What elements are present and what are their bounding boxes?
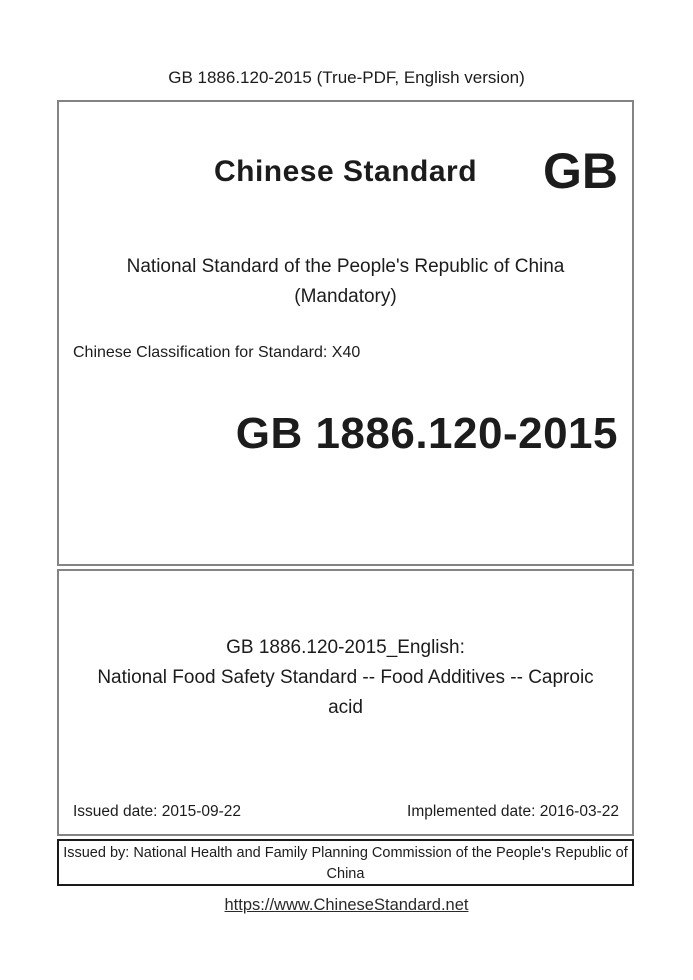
dates-row xyxy=(59,801,632,823)
document-footer xyxy=(0,894,693,916)
document-header-line: GB 1886.120-2015 (True-PDF, English version) xyxy=(168,68,525,87)
issued-date: Issued date: 2015-09-22 xyxy=(73,803,242,820)
national-standard-subtitle xyxy=(59,252,632,312)
gb-logo: GB xyxy=(543,143,618,199)
cover-main-box xyxy=(57,100,634,566)
brand-title: Chinese Standard xyxy=(213,155,478,188)
implemented-date: Implemented date: 2016-03-22 xyxy=(407,803,619,820)
cover-title-row xyxy=(59,142,632,202)
english-title-block xyxy=(59,633,632,723)
standard-number: GB 1886.120-2015 xyxy=(235,409,618,458)
english-title-box xyxy=(57,569,634,836)
website-link[interactable]: https://www.ChineseStandard.net xyxy=(224,896,469,914)
national-standard-line: National Standard of the People's Republic of China xyxy=(126,256,565,277)
english-title-line-3: acid xyxy=(328,697,363,718)
classification-line: Chinese Classification for Standard: X40 xyxy=(73,344,361,361)
english-title-line-1: GB 1886.120-2015_English: xyxy=(226,637,465,658)
issuer-line-1: Issued by: National Health and Family Planning Commission of the People's Republic of xyxy=(63,845,628,861)
issuer-box xyxy=(57,839,634,886)
mandatory-line: (Mandatory) xyxy=(294,286,397,307)
english-title-line-2: National Food Safety Standard -- Food Additives -- Caproic xyxy=(97,667,594,688)
issuer-line-2: China xyxy=(326,866,365,882)
